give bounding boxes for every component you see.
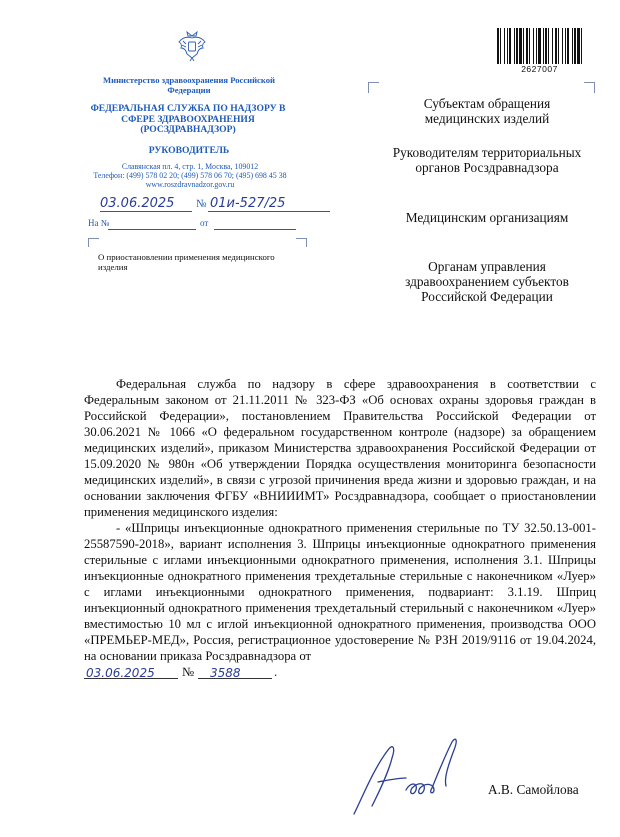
signer-name: А.В. Самойлова — [488, 782, 579, 797]
barcode-number: 2627007 — [521, 64, 558, 74]
outgoing-number-sign: № — [196, 198, 207, 210]
contact-block — [74, 162, 306, 189]
order-period: . — [274, 665, 278, 679]
barcode-bar — [529, 28, 530, 64]
head-title: РУКОВОДИТЕЛЬ — [148, 145, 230, 156]
barcode-bar — [533, 28, 534, 64]
barcode-bar — [581, 28, 582, 64]
letter-body — [84, 376, 596, 680]
barcode-bar — [565, 28, 566, 64]
addressee-3: Медицинским организациям — [405, 210, 569, 225]
barcode-bar — [548, 28, 549, 64]
addressee-4: Органам управления здравоохранением субъектов Российской Федерации — [405, 259, 569, 305]
subject-corner-right — [296, 238, 307, 247]
reference-date-line — [214, 229, 296, 230]
coat-of-arms-emblem — [177, 30, 207, 64]
address-line: Славянская пл. 4, стр. 1, Москва, 109012 — [121, 162, 259, 171]
addressee-2: Руководителям территориальных органов Росздравнадзора — [392, 145, 582, 176]
barcode-bar — [545, 28, 547, 64]
barcode-bar — [516, 28, 518, 64]
barcode-bar — [567, 28, 569, 64]
barcode-bar — [552, 28, 553, 64]
order-line — [84, 664, 596, 680]
barcode-bar — [538, 28, 541, 64]
body-paragraph-2: - «Шприцы инъекционные однократного применения стерильные по ТУ 32.50.13-001-25587590-2018», вариант исполнения 3. Шприцы инъекционные однократного применения стерильные с иглами инъекционными однократного применения, исполнения 3.1. Шприцы инъекционные однократного применения трехдетальные стерильные с наконечником «Луер» с иглами инъекционными однократного применения, подвариант: 3.1.19. Шприц инъекционный однократного применения трехдетальный стерильный с наконечником «Луер» вместимостью 10 мл с иглой инъекционной однократного применения, производства ООО «ПРЕМЬЕР-МЕД», Россия, регистрационное удостоверение № РЗН 2019/9116 от 19.04.2024, на основании приказа Росздравнадзора от — [84, 521, 596, 663]
barcode-bar — [500, 28, 501, 64]
barcode-bar — [523, 28, 524, 64]
barcode-bar — [526, 28, 528, 64]
barcode-bar — [572, 28, 573, 64]
barcode-bar — [577, 28, 580, 64]
barcode-bar — [504, 28, 505, 64]
order-date: 03.06.2025 — [86, 666, 155, 680]
number-underline — [208, 211, 330, 212]
order-date-underline — [84, 678, 178, 679]
barcode-bar — [509, 28, 511, 64]
reference-from-label: от — [200, 218, 209, 228]
order-number-underline — [198, 678, 272, 679]
date-underline — [100, 211, 192, 212]
barcode-bar — [507, 28, 508, 64]
addressee-1: Субъектам обращения медицинских изделий — [423, 96, 551, 127]
barcode-bar — [543, 28, 544, 64]
subject-line: О приостановлении применения медицинского изделия — [98, 252, 275, 273]
barcode-bar — [555, 28, 557, 64]
outgoing-number: 01и-527/25 — [210, 196, 286, 211]
addressee-corner-left — [368, 82, 379, 93]
body-paragraph-1: Федеральная служба по надзору в сфере здравоохранения в соответствии с Федеральным законом от 21.11.2011 № 323-ФЗ «Об основах охраны здоровья граждан в Российской Федерации», постановлением Правительства Российской Федерации от 30.06.2021 № 1066 «О федеральном государственном контроле (надзоре) за обращением медицинских изделий», приказом Министерства здравоохранения Российской Федерации от 15.09.2020 № 980н «Об утверждении Порядка осуществления мониторинга безопасности медицинских изделий», в связи с угрозой причинения вреда жизни и здоровью граждан, и на основании заключения ФГБУ «ВНИИИМТ» Росздравнадзора, сообщает о приостановлении применения медицинского изделия: — [84, 377, 596, 519]
reference-number-line — [108, 229, 196, 230]
order-number: 3588 — [210, 666, 241, 680]
subject-corner-left — [88, 238, 99, 247]
outgoing-number-line — [100, 196, 340, 214]
barcode-bar — [497, 28, 499, 64]
barcode — [497, 28, 582, 64]
addressee-corner-right — [584, 82, 595, 93]
barcode-bar — [558, 28, 559, 64]
handwritten-signature — [348, 728, 476, 820]
barcode-bar — [562, 28, 563, 64]
order-number-sign: № — [182, 665, 195, 679]
outgoing-date: 03.06.2025 — [100, 196, 175, 211]
barcode-bar — [536, 28, 537, 64]
website-link[interactable]: www.roszdravnadzor.gov.ru — [145, 180, 235, 189]
barcode-bar — [519, 28, 522, 64]
ministry-name: Министерство здравоохранения Российской Федерации — [103, 75, 275, 95]
service-name: ФЕДЕРАЛЬНАЯ СЛУЖБА ПО НАДЗОРУ В СФЕРЕ ЗДРАВООХРАНЕНИЯ (РОСЗДРАВНАДЗОР) — [90, 103, 286, 136]
barcode-bar — [514, 28, 515, 64]
reference-label: На № — [88, 218, 110, 228]
phone-line: Телефон: (499) 578 02 20; (499) 578 06 70; (495) 698 45 38 — [93, 171, 287, 180]
barcode-bar — [574, 28, 576, 64]
